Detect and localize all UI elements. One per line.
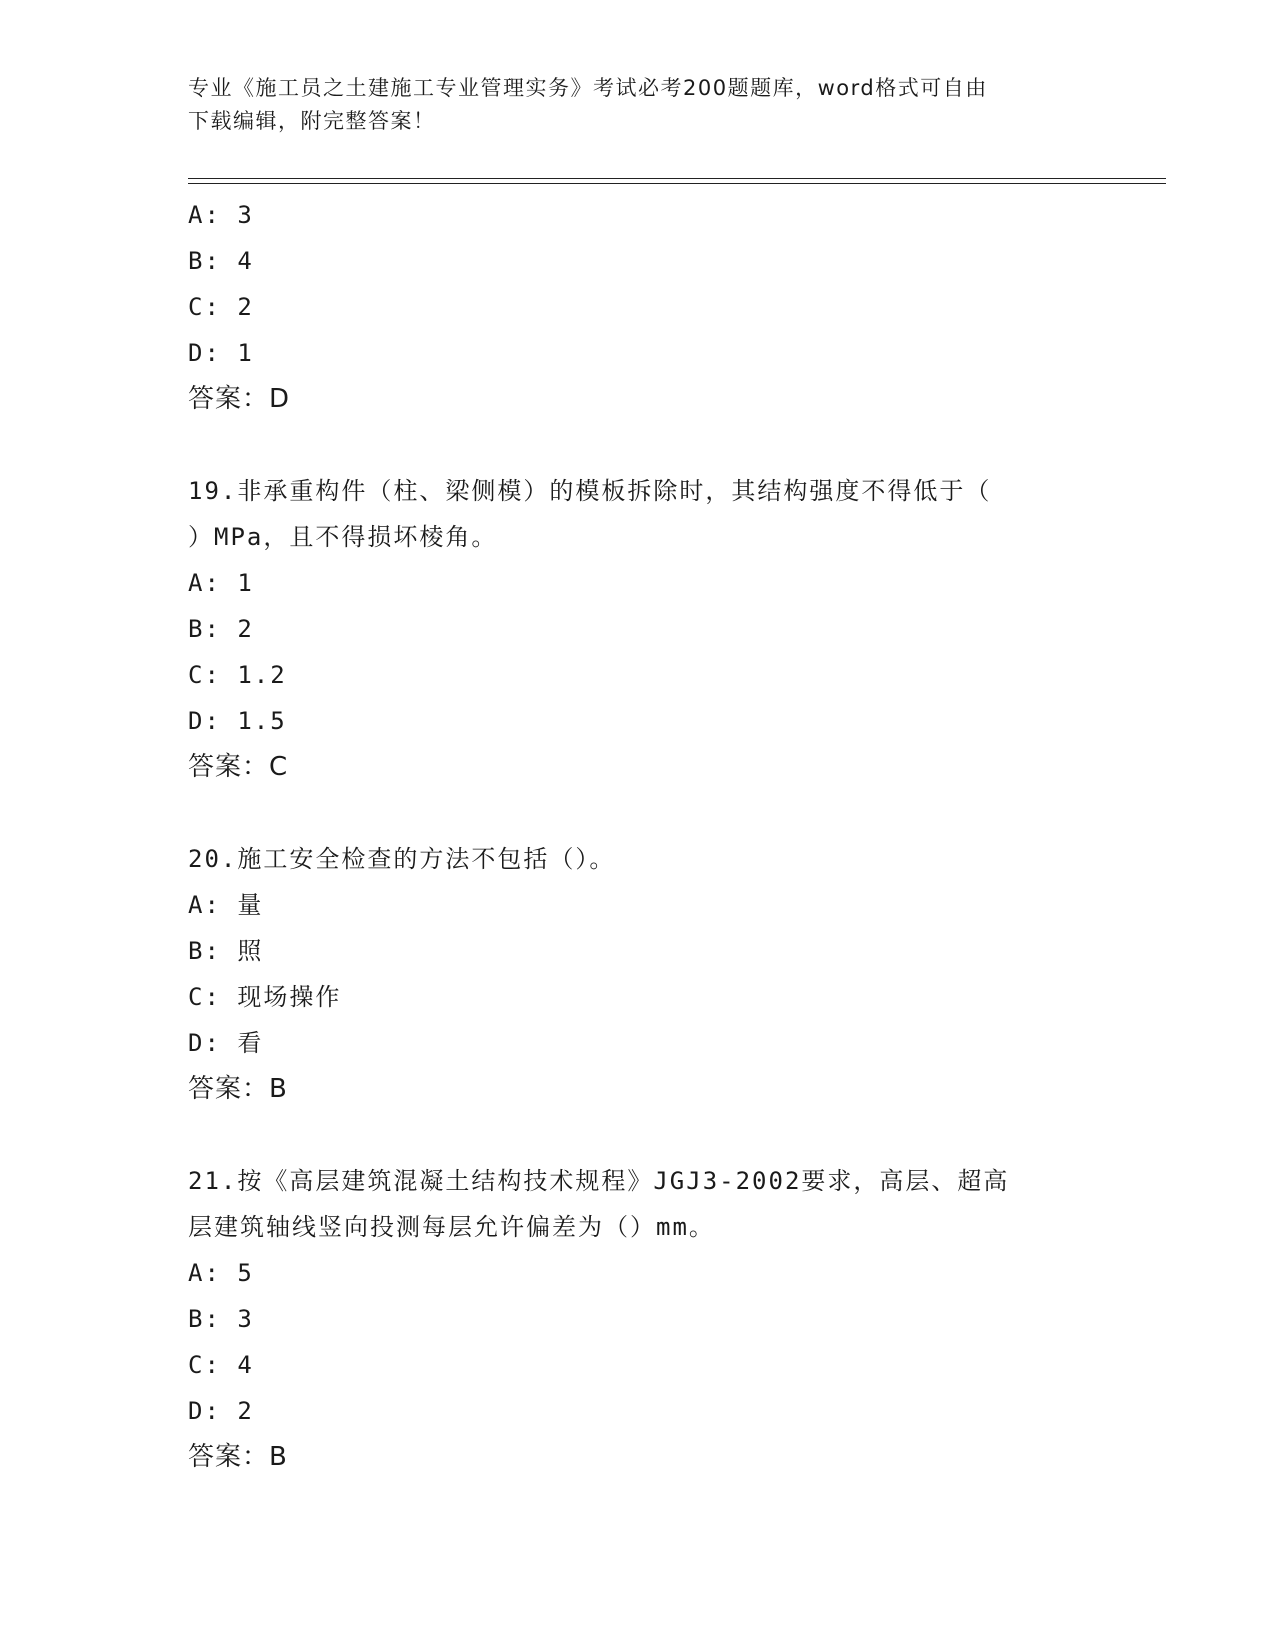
question-stem: 21.按《高层建筑混凝土结构技术规程》JGJ3-2002要求，高层、超高 bbox=[188, 1167, 1010, 1195]
option-c: C: 2 bbox=[188, 293, 254, 321]
header-line-1: 专业《施工员之土建施工专业管理实务》考试必考200题题库，word格式可自由 bbox=[188, 76, 988, 100]
option-c: C: 1.2 bbox=[188, 661, 287, 689]
header-divider-bottom bbox=[188, 183, 1166, 184]
question-21 bbox=[188, 1158, 1088, 1480]
option-a: A: 5 bbox=[188, 1259, 254, 1287]
option-d: D: 看 bbox=[188, 1029, 264, 1057]
option-a: A: 量 bbox=[188, 891, 264, 919]
option-c: C: 4 bbox=[188, 1351, 254, 1379]
header-line-2: 下载编辑，附完整答案！ bbox=[188, 109, 436, 133]
answer: 答案：B bbox=[188, 1442, 288, 1472]
option-b: B: 4 bbox=[188, 247, 254, 275]
spacer bbox=[188, 790, 1088, 836]
question-20 bbox=[188, 836, 1088, 1112]
option-d: D: 1.5 bbox=[188, 707, 287, 735]
question-19 bbox=[188, 468, 1088, 790]
option-d: D: 2 bbox=[188, 1397, 254, 1425]
question-18-tail bbox=[188, 192, 1088, 422]
spacer bbox=[188, 1112, 1088, 1158]
option-b: B: 2 bbox=[188, 615, 254, 643]
question-stem-continued: ）MPa，且不得损坏棱角。 bbox=[188, 523, 498, 551]
answer: 答案：B bbox=[188, 1074, 288, 1104]
answer: 答案：D bbox=[188, 384, 291, 414]
option-b: B: 3 bbox=[188, 1305, 254, 1333]
question-stem-continued: 层建筑轴线竖向投测每层允许偏差为（）mm。 bbox=[188, 1213, 715, 1241]
question-list bbox=[188, 192, 1088, 1480]
document-header bbox=[188, 72, 1088, 138]
header-divider-top bbox=[188, 178, 1166, 179]
answer: 答案：C bbox=[188, 752, 289, 782]
question-stem: 19.非承重构件（柱、梁侧模）的模板拆除时，其结构强度不得低于（ bbox=[188, 477, 992, 505]
option-a: A: 3 bbox=[188, 201, 254, 229]
spacer bbox=[188, 422, 1088, 468]
option-b: B: 照 bbox=[188, 937, 264, 965]
option-d: D: 1 bbox=[188, 339, 254, 367]
option-c: C: 现场操作 bbox=[188, 983, 342, 1011]
question-stem: 20.施工安全检查的方法不包括（）。 bbox=[188, 845, 616, 873]
option-a: A: 1 bbox=[188, 569, 254, 597]
